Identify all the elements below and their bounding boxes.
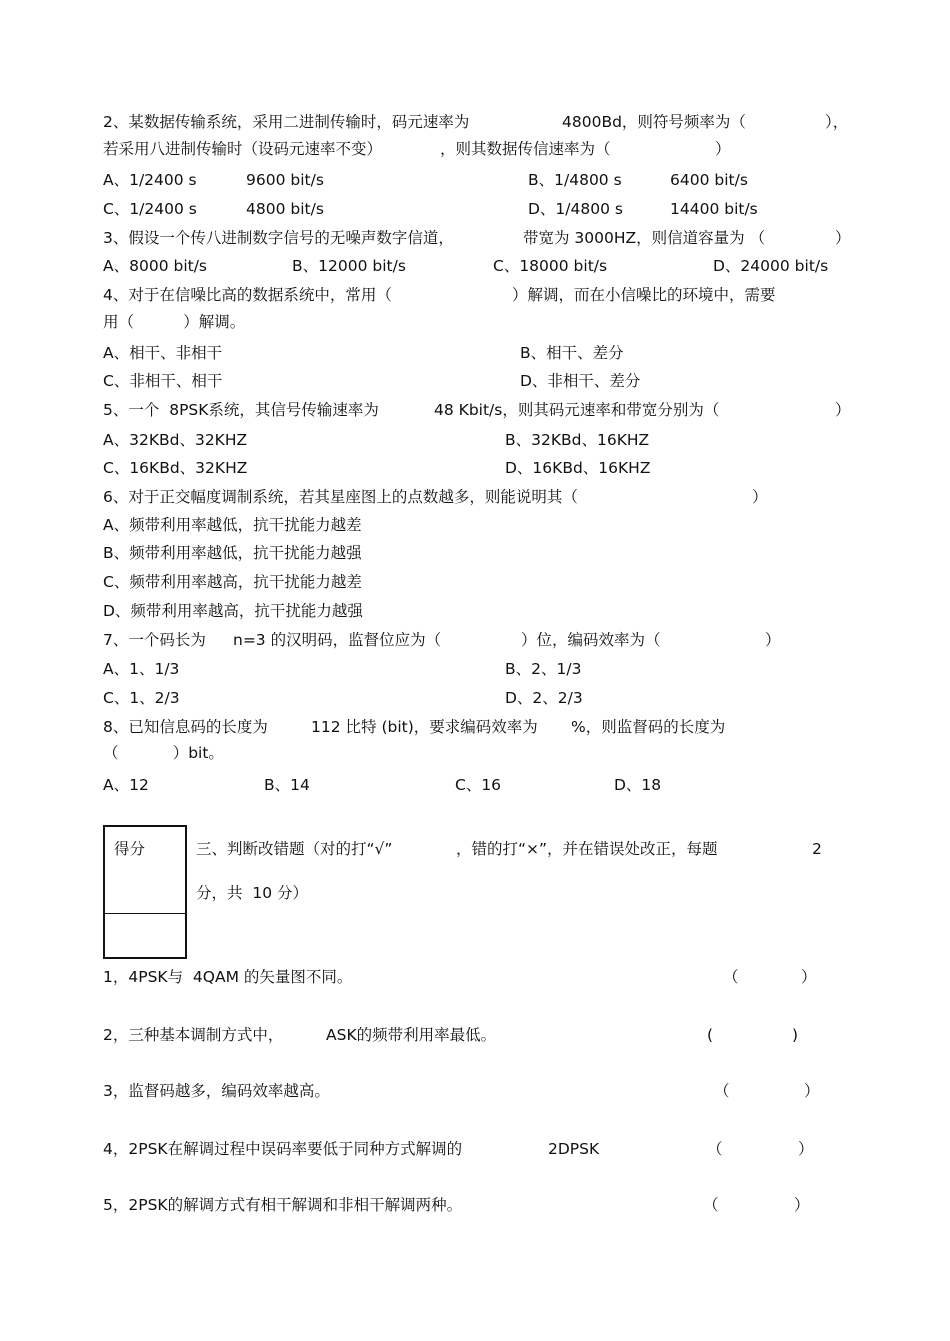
tf-item-4-cont: 2DPSK [548,1140,600,1158]
q8-option-c: C、16 [455,776,502,794]
q2-stem-part2: 4800Bd，则符号频率为（ [562,113,746,131]
q8-option-a: A、12 [103,776,149,794]
q4-option-d: D、非相干、差分 [520,372,641,390]
q5-stem-part2: 48 Kbit/s，则其码元速率和带宽分别为（ [434,401,720,419]
tf-item-4-paren-left: （ [707,1140,723,1158]
section3-title-part3: 2 [812,840,822,858]
q2-option-c-value: 4800 bit/s [246,200,324,218]
q8-stem-part1: 8、已知信息码的长度为 [103,718,268,736]
tf-item-2-cont: ASK的频带利用率最低。 [326,1026,497,1044]
q5-option-b: B、32KBd、16KHZ [505,431,650,449]
tf-item-5: 5，2PSK的解调方式有相干解调和非相干解调两种。 [103,1196,463,1214]
q8-stem-line2: （ ）bit。 [103,744,224,762]
q6-option-d: D、频带利用率越高，抗干扰能力越强 [103,602,363,620]
tf-item-5-paren-right: ） [794,1196,810,1214]
q5-option-d: D、16KBd、16KHZ [505,459,651,477]
q2-option-d: D、1/4800 s [528,200,623,218]
tf-item-4-paren-right: ） [798,1140,814,1158]
q2-option-a-value: 9600 bit/s [246,171,324,189]
q7-stem-part4: ） [765,631,781,649]
q2-stem-part1: 2、某数据传输系统，采用二进制传输时，码元速率为 [103,113,470,131]
q3-stem-part1: 3、假设一个传八进制数字信号的无噪声数字信道， [103,229,454,247]
q4-option-b: B、相干、差分 [520,344,624,362]
q8-stem-part2: 112 比特 (bit)，要求编码效率为 [311,718,538,736]
q8-stem-part3: %，则监督码的长度为 [571,718,726,736]
q4-option-a: A、相干、非相干 [103,344,223,362]
q2-option-c: C、1/2400 s [103,200,197,218]
tf-item-1-paren-right: ） [801,968,817,986]
q2-stem-line2-part2: ，则其数据传信速率为（ [440,140,611,158]
q3-option-a: A、8000 bit/s [103,257,207,275]
tf-item-2: 2，三种基本调制方式中， [103,1026,284,1044]
q2-option-b: B、1/4800 s [528,171,622,189]
section3-title-line2: 分，共 10 分） [196,884,309,902]
score-label: 得分 [114,840,146,858]
tf-item-3-paren-right: ） [804,1082,820,1100]
tf-item-3-paren-left: （ [714,1082,730,1100]
q3-stem-part2: 带宽为 3000HZ，则信道容量为 （ [523,229,766,247]
q8-option-d: D、18 [614,776,662,794]
q5-stem-part1: 5、一个 8PSK系统，其信号传输速率为 [103,401,379,419]
q7-stem-part3: ）位，编码效率为（ [521,631,661,649]
q7-option-b: B、2、1/3 [505,660,582,678]
q7-option-a: A、1、1/3 [103,660,180,678]
q6-stem-part1: 6、对于正交幅度调制系统，若其星座图上的点数越多，则能说明其（ [103,488,578,506]
q2-stem-part3: ）， [825,113,849,131]
q7-stem-part1: 7、一个码长为 [103,631,206,649]
q3-option-c: C、18000 bit/s [493,257,608,275]
q4-option-c: C、非相干、相干 [103,372,223,390]
q7-stem-part2: n=3 的汉明码，监督位应为（ [233,631,442,649]
q2-stem-line2-part1: 若采用八进制传输时（设码元速率不变） [103,140,383,158]
q5-option-a: A、32KBd、32KHZ [103,431,248,449]
score-box [103,825,187,959]
tf-item-4: 4，2PSK在解调过程中误码率要低于同种方式解调的 [103,1140,463,1158]
q8-option-b: B、14 [264,776,310,794]
q6-option-c: C、频带利用率越高，抗干扰能力越差 [103,573,362,591]
tf-item-1: 1，4PSK与 4QAM 的矢量图不同。 [103,968,353,986]
section3-title-part1: 三、判断改错题（对的打“√” [196,840,393,858]
q6-option-a: A、频带利用率越低，抗干扰能力越差 [103,516,362,534]
q2-option-b-value: 6400 bit/s [670,171,748,189]
q6-stem-part2: ） [752,488,768,506]
tf-item-3: 3，监督码越多，编码效率越高。 [103,1082,330,1100]
q7-option-d: D、2、2/3 [505,689,583,707]
score-box-divider [105,913,185,914]
q5-option-c: C、16KBd、32KHZ [103,459,248,477]
tf-item-2-paren-left: ( [707,1026,714,1044]
q7-option-c: C、1、2/3 [103,689,180,707]
q3-stem-part3: ） [835,229,851,247]
tf-item-1-paren-left: （ [723,968,739,986]
q3-option-d: D、24000 bit/s [713,257,829,275]
q3-option-b: B、12000 bit/s [292,257,406,275]
tf-item-5-paren-left: （ [703,1196,719,1214]
section3-title-part2: ，错的打“×”，并在错误处改正，每题 [456,840,718,858]
q2-stem-line2-part3: ） [715,140,731,158]
tf-item-2-paren-right: ) [792,1026,799,1044]
q2-option-d-value: 14400 bit/s [670,200,758,218]
q4-stem-part2: ）解调，而在小信噪比的环境中，需要 [512,286,776,304]
q4-stem-line2: 用（ ）解调。 [103,313,246,331]
q4-stem-part1: 4、对于在信噪比高的数据系统中，常用（ [103,286,392,304]
q6-option-b: B、频带利用率越低，抗干扰能力越强 [103,544,362,562]
q5-stem-part3: ） [835,401,851,419]
q2-option-a: A、1/2400 s [103,171,197,189]
